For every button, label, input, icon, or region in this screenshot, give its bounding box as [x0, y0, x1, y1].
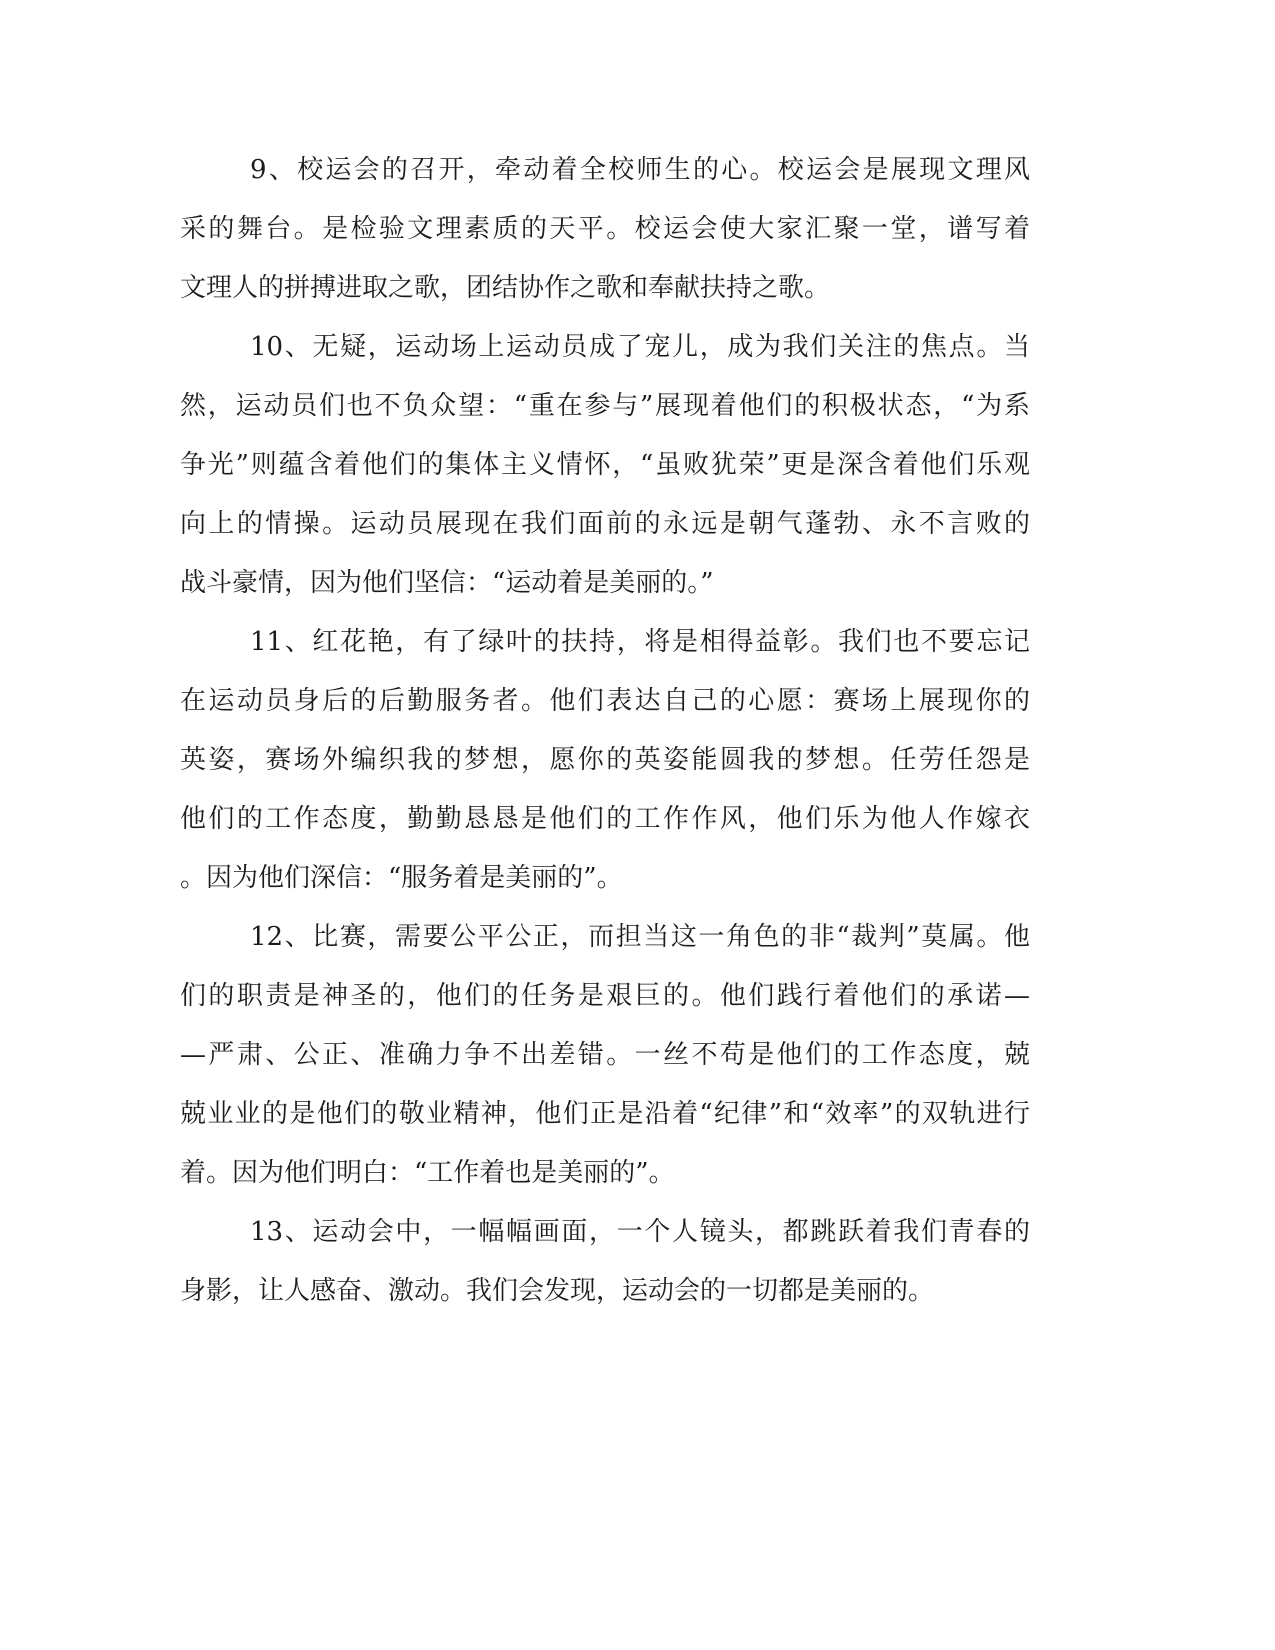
paragraph-12-line-1: 12、比赛，需要公平公正，而担当这一角色的非“裁判”莫属。他 — [250, 922, 1030, 952]
paragraph-10-line-5: 战斗豪情，因为他们坚信：“运动着是美丽的。” — [180, 568, 714, 598]
paragraph-13-line-1: 13、运动会中，一幅幅画面，一个人镜头，都跳跃着我们青春的 — [250, 1217, 1030, 1247]
paragraph-10-line-4: 向上的情操。运动员展现在我们面前的永远是朝气蓬勃、永不言败的 — [180, 509, 1030, 539]
paragraph-12-line-2: 们的职责是神圣的，他们的任务是艰巨的。他们践行着他们的承诺— — [180, 981, 1030, 1011]
paragraph-10-line-2: 然，运动员们也不负众望：“重在参与”展现着他们的积极状态，“为系 — [180, 391, 1030, 421]
paragraph-12-line-4: 兢业业的是他们的敬业精神，他们正是沿着“纪律”和“效率”的双轨进行 — [180, 1099, 1030, 1129]
paragraph-9-line-3: 文理人的拼搏进取之歌，团结协作之歌和奉献扶持之歌。 — [180, 273, 831, 303]
paragraph-13-line-2: 身影，让人感奋、激动。我们会发现，运动会的一切都是美丽的。 — [180, 1276, 935, 1306]
paragraph-9-line-2: 采的舞台。是检验文理素质的天平。校运会使大家汇聚一堂，谱写着 — [180, 214, 1030, 244]
paragraph-11-line-4: 他们的工作态度，勤勤恳恳是他们的工作作风，他们乐为他人作嫁衣 — [180, 804, 1030, 834]
paragraph-10-line-1: 10、无疑，运动场上运动员成了宠儿，成为我们关注的焦点。当 — [250, 332, 1030, 362]
paragraph-12-line-3: —严肃、公正、准确力争不出差错。一丝不苟是他们的工作态度，兢 — [180, 1040, 1030, 1070]
paragraph-11-line-3: 英姿，赛场外编织我的梦想，愿你的英姿能圆我的梦想。任劳任怨是 — [180, 745, 1030, 775]
paragraph-11-line-1: 11、红花艳，有了绿叶的扶持，将是相得益彰。我们也不要忘记 — [250, 627, 1030, 657]
paragraph-9-line-1: 9、校运会的召开，牵动着全校师生的心。校运会是展现文理风 — [250, 155, 1030, 185]
paragraph-12-line-5: 着。因为他们明白：“工作着也是美丽的”。 — [180, 1158, 675, 1188]
paragraph-10-line-3: 争光”则蕴含着他们的集体主义情怀，“虽败犹荣”更是深含着他们乐观 — [180, 450, 1030, 480]
paragraph-11-line-2: 在运动员身后的后勤服务者。他们表达自己的心愿：赛场上展现你的 — [180, 686, 1030, 716]
paragraph-11-line-5: 。因为他们深信：“服务着是美丽的”。 — [180, 863, 623, 893]
